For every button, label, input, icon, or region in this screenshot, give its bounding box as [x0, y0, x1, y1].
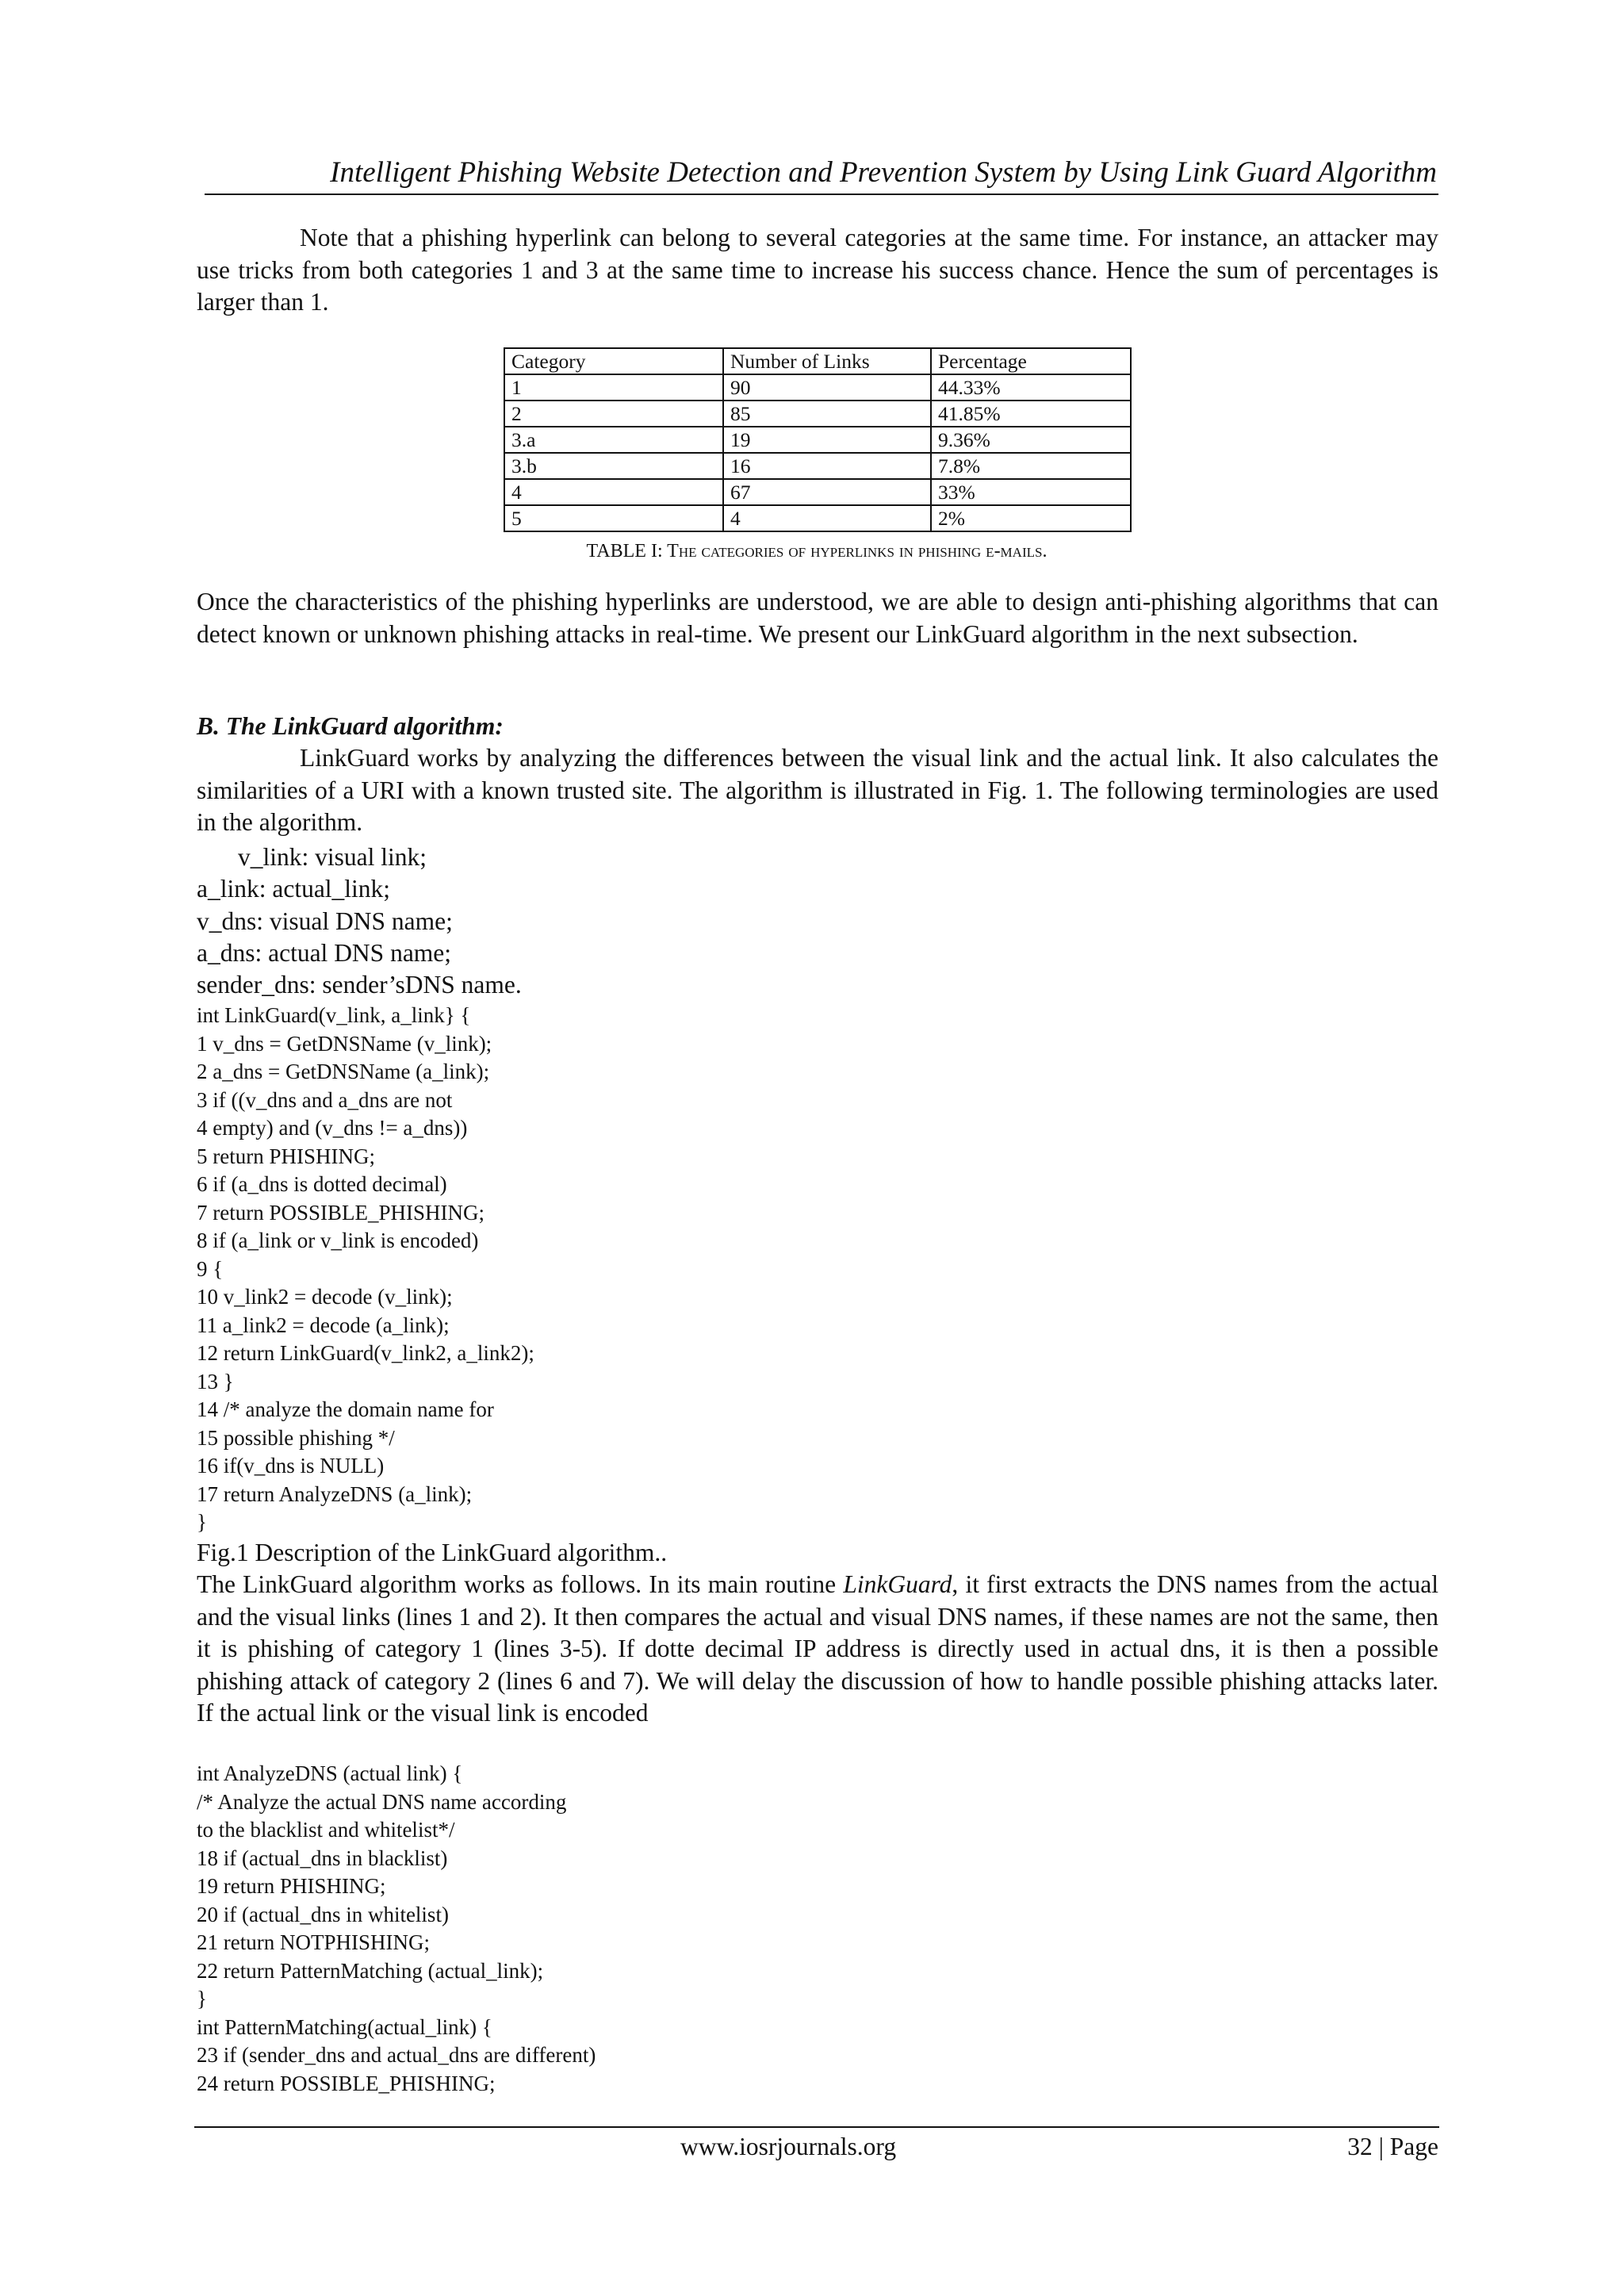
- terminology-list: [197, 841, 522, 1001]
- table-row: [504, 505, 1131, 531]
- table-cell: 4: [723, 505, 931, 531]
- section-heading: B. The LinkGuard algorithm:: [197, 712, 504, 740]
- code-line: 23 if (sender_dns and actual_dns are different): [197, 2043, 596, 2067]
- code-line: 8 if (a_link or v_link is encoded): [197, 1228, 479, 1252]
- code-block-linkguard: [197, 1002, 534, 1537]
- table-cell: 44.33%: [931, 374, 1131, 401]
- code-line: 14 /* analyze the domain name for: [197, 1397, 494, 1421]
- running-header-title: Intelligent Phishing Website Detection and Prevention System by Using Link Guard Algorithm: [330, 156, 1437, 189]
- code-line: 12 return LinkGuard(v_link2, a_link2);: [197, 1341, 534, 1365]
- code-line: 5 return PHISHING;: [197, 1144, 375, 1168]
- term-line: v_dns: visual DNS name;: [197, 907, 453, 935]
- paragraph-2: Once the characteristics of the phishing hyperlinks are understood, we are able to design anti-phishing algorithms that can detect known or unknown phishing attacks in real-time. We present our LinkGuard algorithm in the next subsection.: [197, 588, 1438, 648]
- code-line: 24 return POSSIBLE_PHISHING;: [197, 2071, 496, 2095]
- table-cell: 33%: [931, 479, 1131, 505]
- code-line: 1 v_dns = GetDNSName (v_link);: [197, 1031, 492, 1056]
- code-line: /* Analyze the actual DNS name according: [197, 1789, 567, 1814]
- table-header-row: [504, 348, 1131, 374]
- code-line: 9 {: [197, 1256, 224, 1281]
- table-header-cell: Category: [504, 348, 723, 374]
- table-row: [504, 479, 1131, 505]
- page-number: 32 | Page: [1347, 2133, 1438, 2160]
- paragraph-3-text: , it first extracts the DNS names from the actual and the visual links (lines 1 and 2). It then compares the actual and visual DNS names, if these names are not the same, then it is phishing of category 1 (lines 3-5). If dotte decimal IP address is directly used in actual dns, it is then a possible phishing attack of category 2 (lines 6 and 7). We will delay the discussion of how to handle possible phishing attacks later. If the actual link or the visual link is encoded: [197, 1570, 1438, 1727]
- table-row: [504, 374, 1131, 401]
- code-line: 10 v_link2 = decode (v_link);: [197, 1285, 453, 1309]
- table-cell: 85: [723, 401, 931, 427]
- term-line: a_link: actual_link;: [197, 875, 391, 903]
- figure-caption: Fig.1 Description of the LinkGuard algorithm..: [197, 1539, 668, 1566]
- code-line: 16 if(v_dns is NULL): [197, 1454, 385, 1478]
- code-line: int LinkGuard(v_link, a_link} {: [197, 1003, 471, 1027]
- code-line: to the blacklist and whitelist*/: [197, 1818, 455, 1842]
- table-cell: 67: [723, 479, 931, 505]
- code-line: 18 if (actual_dns in blacklist): [197, 1846, 448, 1870]
- table-cell: 90: [723, 374, 931, 401]
- code-line: 3 if ((v_dns and a_dns are not: [197, 1087, 453, 1112]
- code-line: 7 return POSSIBLE_PHISHING;: [197, 1200, 485, 1225]
- paragraph-3-text: The LinkGuard algorithm works as follows. In its main routine: [197, 1570, 844, 1598]
- term-line: v_link: visual link;: [238, 843, 427, 871]
- footer-rule: [194, 2126, 1439, 2128]
- code-line: }: [197, 1987, 207, 2010]
- code-line: 4 empty) and (v_dns != a_dns)): [197, 1116, 468, 1140]
- footer-url: www.iosrjournals.org: [680, 2133, 897, 2160]
- code-line: 17 return AnalyzeDNS (a_link);: [197, 1481, 473, 1506]
- table-cell: 3.a: [504, 427, 723, 453]
- code-line: 11 a_link2 = decode (a_link);: [197, 1313, 450, 1337]
- table-cell: 3.b: [504, 453, 723, 479]
- table-row: [504, 427, 1131, 453]
- term-line: a_dns: actual DNS name;: [197, 938, 452, 967]
- table-cell: 41.85%: [931, 401, 1131, 427]
- table-cell: 2: [504, 401, 723, 427]
- code-line: }: [197, 1510, 207, 1534]
- code-line: int AnalyzeDNS (actual link) {: [197, 1761, 463, 1785]
- term-line: sender_dns: sender’sDNS name.: [197, 971, 522, 999]
- table-row: [504, 401, 1131, 427]
- table-row: [504, 453, 1131, 479]
- table-cell: 9.36%: [931, 427, 1131, 453]
- table-cell: 1: [504, 374, 723, 401]
- table-cell: 7.8%: [931, 453, 1131, 479]
- code-line: 13 }: [197, 1369, 234, 1393]
- table-cell: 2%: [931, 505, 1131, 531]
- code-line: 22 return PatternMatching (actual_link);: [197, 1958, 544, 1983]
- intro-paragraph: Note that a phishing hyperlink can belong to several categories at the same time. For instance, an attacker may use tricks from both categories 1 and 3 at the same time to increase his success chance. Hence the sum of percentages is larger than 1.: [197, 224, 1438, 316]
- paragraph-3: [197, 1569, 1438, 1730]
- code-line: 2 a_dns = GetDNSName (a_link);: [197, 1060, 490, 1083]
- code-line: int PatternMatching(actual_link) {: [197, 2014, 492, 2039]
- table-caption: TABLE I: The categories of hyperlinks in phishing e-mails.: [586, 541, 1048, 562]
- code-line: 19 return PHISHING;: [197, 1874, 386, 1898]
- table-cell: 5: [504, 505, 723, 531]
- code-line: 21 return NOTPHISHING;: [197, 1930, 430, 1954]
- table-cell: 16: [723, 453, 931, 479]
- paragraph-3-italic: LinkGuard: [843, 1570, 952, 1598]
- header-rule: [205, 194, 1438, 195]
- table-cell: 4: [504, 479, 723, 505]
- table: [504, 347, 1132, 532]
- table-header-cell: Percentage: [931, 348, 1131, 374]
- code-line: 6 if (a_dns is dotted decimal): [197, 1172, 447, 1196]
- code-block-analyzedns: [197, 1760, 596, 2098]
- table-cell: 19: [723, 427, 931, 453]
- section-paragraph: LinkGuard works by analyzing the differences between the visual link and the actual link. It also calculates the similarities of a URI with a known trusted site. The algorithm is illustrated in Fig. 1. The following terminologies are used in the algorithm.: [197, 744, 1438, 836]
- code-line: 20 if (actual_dns in whitelist): [197, 1902, 449, 1926]
- table-header-cell: Number of Links: [723, 348, 931, 374]
- code-line: 15 possible phishing */: [197, 1425, 395, 1450]
- categories-table: [504, 347, 1132, 532]
